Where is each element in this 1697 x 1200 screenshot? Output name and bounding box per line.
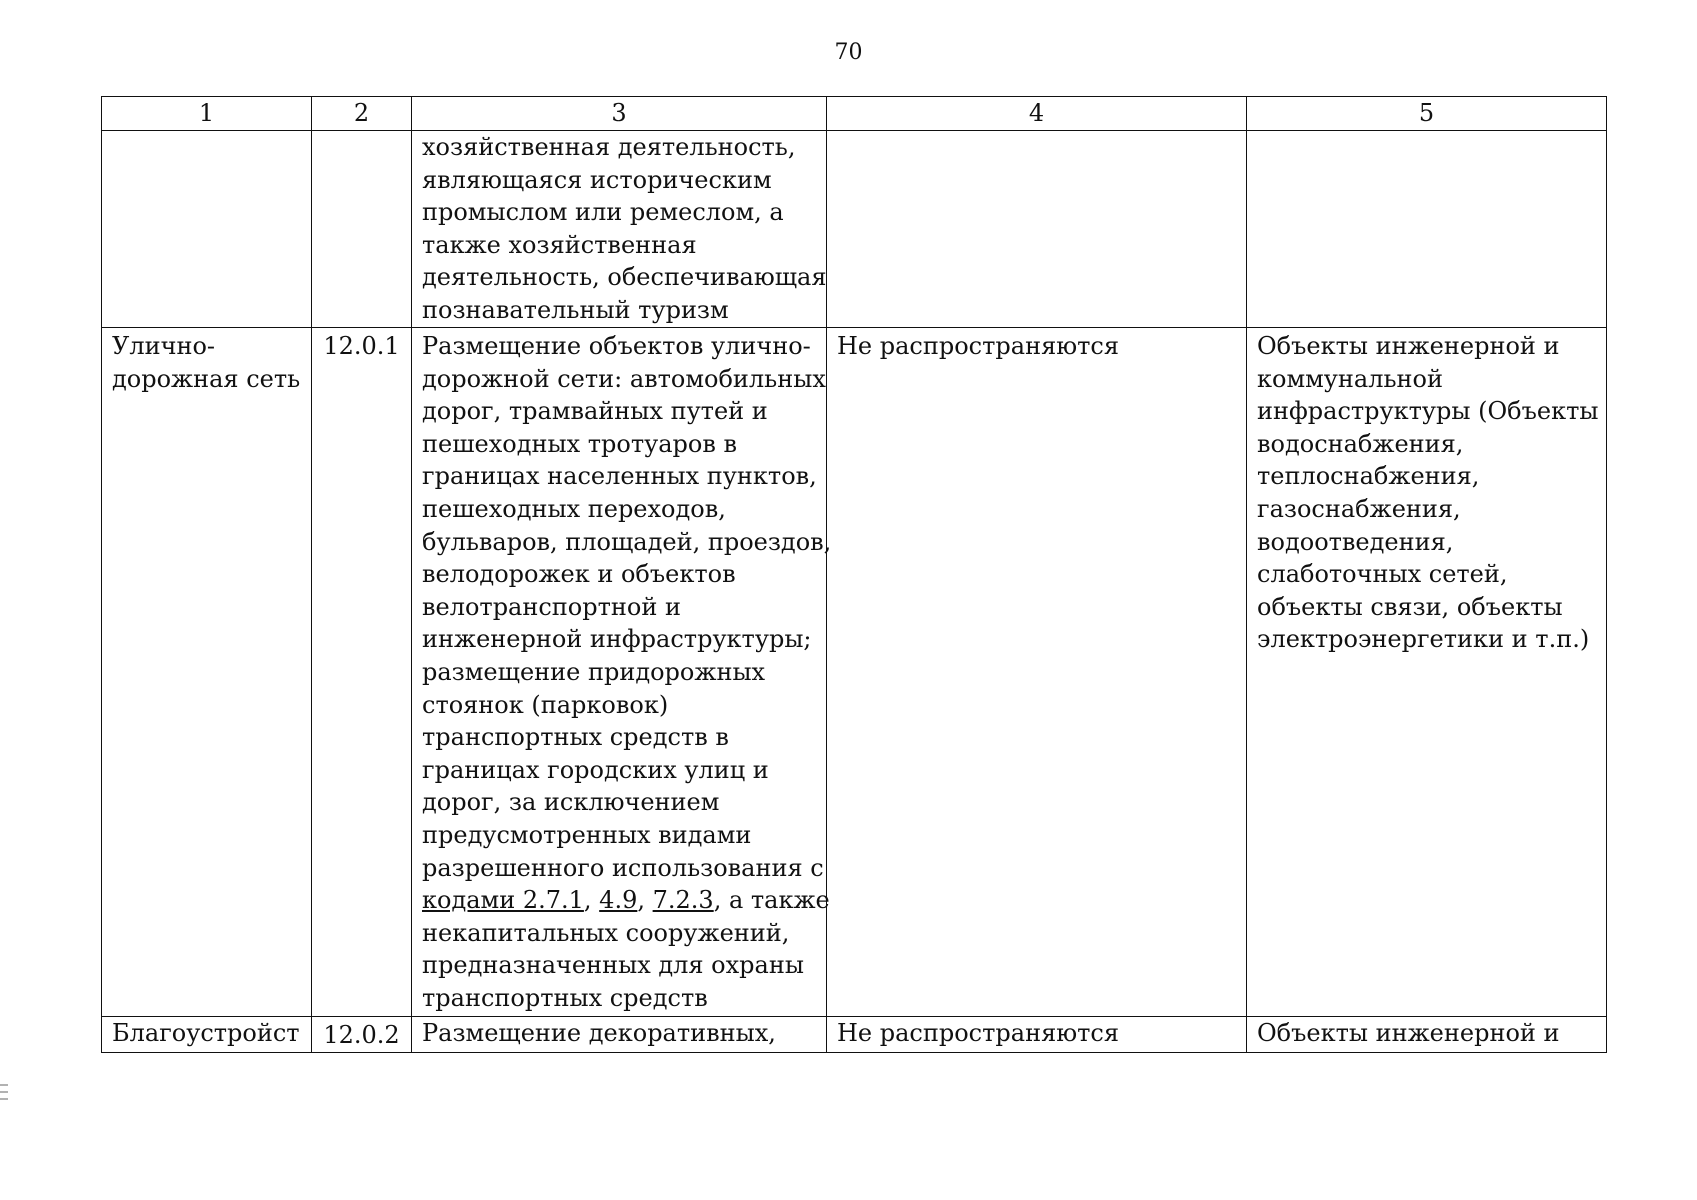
text-line: Размещение объектов улично- (422, 332, 811, 360)
page-number: 70 (834, 40, 863, 65)
cell-permitted-objects (1247, 131, 1607, 328)
text-line: водоотведения, (1257, 527, 1454, 556)
text-line: предназначенных для охраны (422, 951, 804, 980)
header-col-1: 1 (102, 97, 312, 131)
cell-restrictions: Не распространяются (827, 1017, 1247, 1053)
text-line: являющаяся историческим (422, 165, 772, 194)
text-line: границах населенных пунктов, (422, 462, 817, 491)
header-col-5: 5 (1247, 97, 1607, 131)
text-line: теплоснабжения, (1257, 462, 1480, 491)
cell-code (312, 131, 412, 328)
text-line: транспортных средств в (422, 723, 729, 752)
header-col-2: 2 (312, 97, 412, 131)
link-code-7-2-3[interactable]: 7.2.3 (652, 886, 714, 915)
text-line: бульваров, площадей, проездов, (422, 527, 832, 556)
text-line: некапитальных сооружений, (422, 918, 790, 947)
separator: , (583, 886, 600, 915)
cell-permitted-objects (1247, 328, 1607, 1017)
land-use-table (101, 96, 1607, 1053)
text-line: инфраструктуры (Объекты (1257, 397, 1599, 426)
text-line: инженерной инфраструктуры; (422, 625, 812, 654)
cell-code: 12.0.2 (312, 1017, 412, 1053)
text-line: деятельность, обеспечивающая (422, 263, 827, 292)
text-line: хозяйственная деятельность, (422, 133, 796, 161)
text-line: размещение придорожных (422, 657, 766, 686)
text-line: дорожной сети: автомобильных (422, 364, 826, 393)
cell-name: Благоустройст (102, 1017, 312, 1053)
text-line: велодорожек и объектов (422, 560, 736, 589)
text-line: газоснабжения, (1257, 494, 1461, 523)
text-line: познавательный туризм (422, 295, 729, 324)
cell-restrictions (827, 131, 1247, 328)
text-line: пешеходных переходов, (422, 494, 726, 523)
text-line: Улично- (112, 332, 216, 360)
text-line: пешеходных тротуаров в (422, 429, 737, 458)
table-row-landscaping (102, 1017, 1607, 1053)
link-code-4-9[interactable]: 4.9 (599, 886, 638, 915)
cell-permitted-objects: Объекты инженерной и (1247, 1017, 1607, 1053)
text-line: коммунальной (1257, 364, 1443, 393)
text-line: слаботочных сетей, (1257, 560, 1508, 589)
text-line: объекты связи, объекты (1257, 592, 1563, 621)
text-line: транспортных средств (422, 983, 708, 1012)
cell-description (412, 131, 827, 328)
text-line: предусмотренных видами (422, 820, 752, 849)
cell-description: Размещение декоративных, (412, 1017, 827, 1053)
text-line: дорожная сеть (112, 364, 301, 393)
codes-line (422, 884, 830, 917)
cell-restrictions: Не распространяются (827, 328, 1247, 1017)
codes-tail: , а также (713, 886, 830, 915)
scan-mark-icon (0, 1082, 8, 1104)
text-line: границах городских улиц и (422, 755, 769, 784)
text-line: стоянок (парковок) (422, 690, 669, 719)
header-col-3: 3 (412, 97, 827, 131)
cell-name (102, 131, 312, 328)
text-line: Объекты инженерной и (1257, 332, 1560, 360)
text-line: разрешенного использования с (422, 853, 824, 882)
header-col-4: 4 (827, 97, 1247, 131)
cell-description (412, 328, 832, 1017)
separator: , (637, 886, 653, 915)
text-line: водоснабжения, (1257, 429, 1464, 458)
link-code-2-7-1[interactable]: кодами 2.7.1 (422, 886, 584, 915)
text-line: электроэнергетики и т.п.) (1257, 625, 1590, 654)
text-line: также хозяйственная (422, 230, 697, 259)
text-line: промыслом или ремеслом, а (422, 198, 784, 227)
cell-name (102, 328, 312, 1017)
text-line: дорог, за исключением (422, 788, 720, 817)
text-line: дорог, трамвайных путей и (422, 397, 768, 426)
text-line: велотранспортной и (422, 592, 681, 621)
scan-margin-mark (0, 1082, 8, 1104)
table-row-continued (102, 131, 1607, 328)
cell-code: 12.0.1 (312, 328, 412, 1017)
header-row (102, 97, 1607, 131)
table-row-street-network (102, 328, 1607, 1017)
